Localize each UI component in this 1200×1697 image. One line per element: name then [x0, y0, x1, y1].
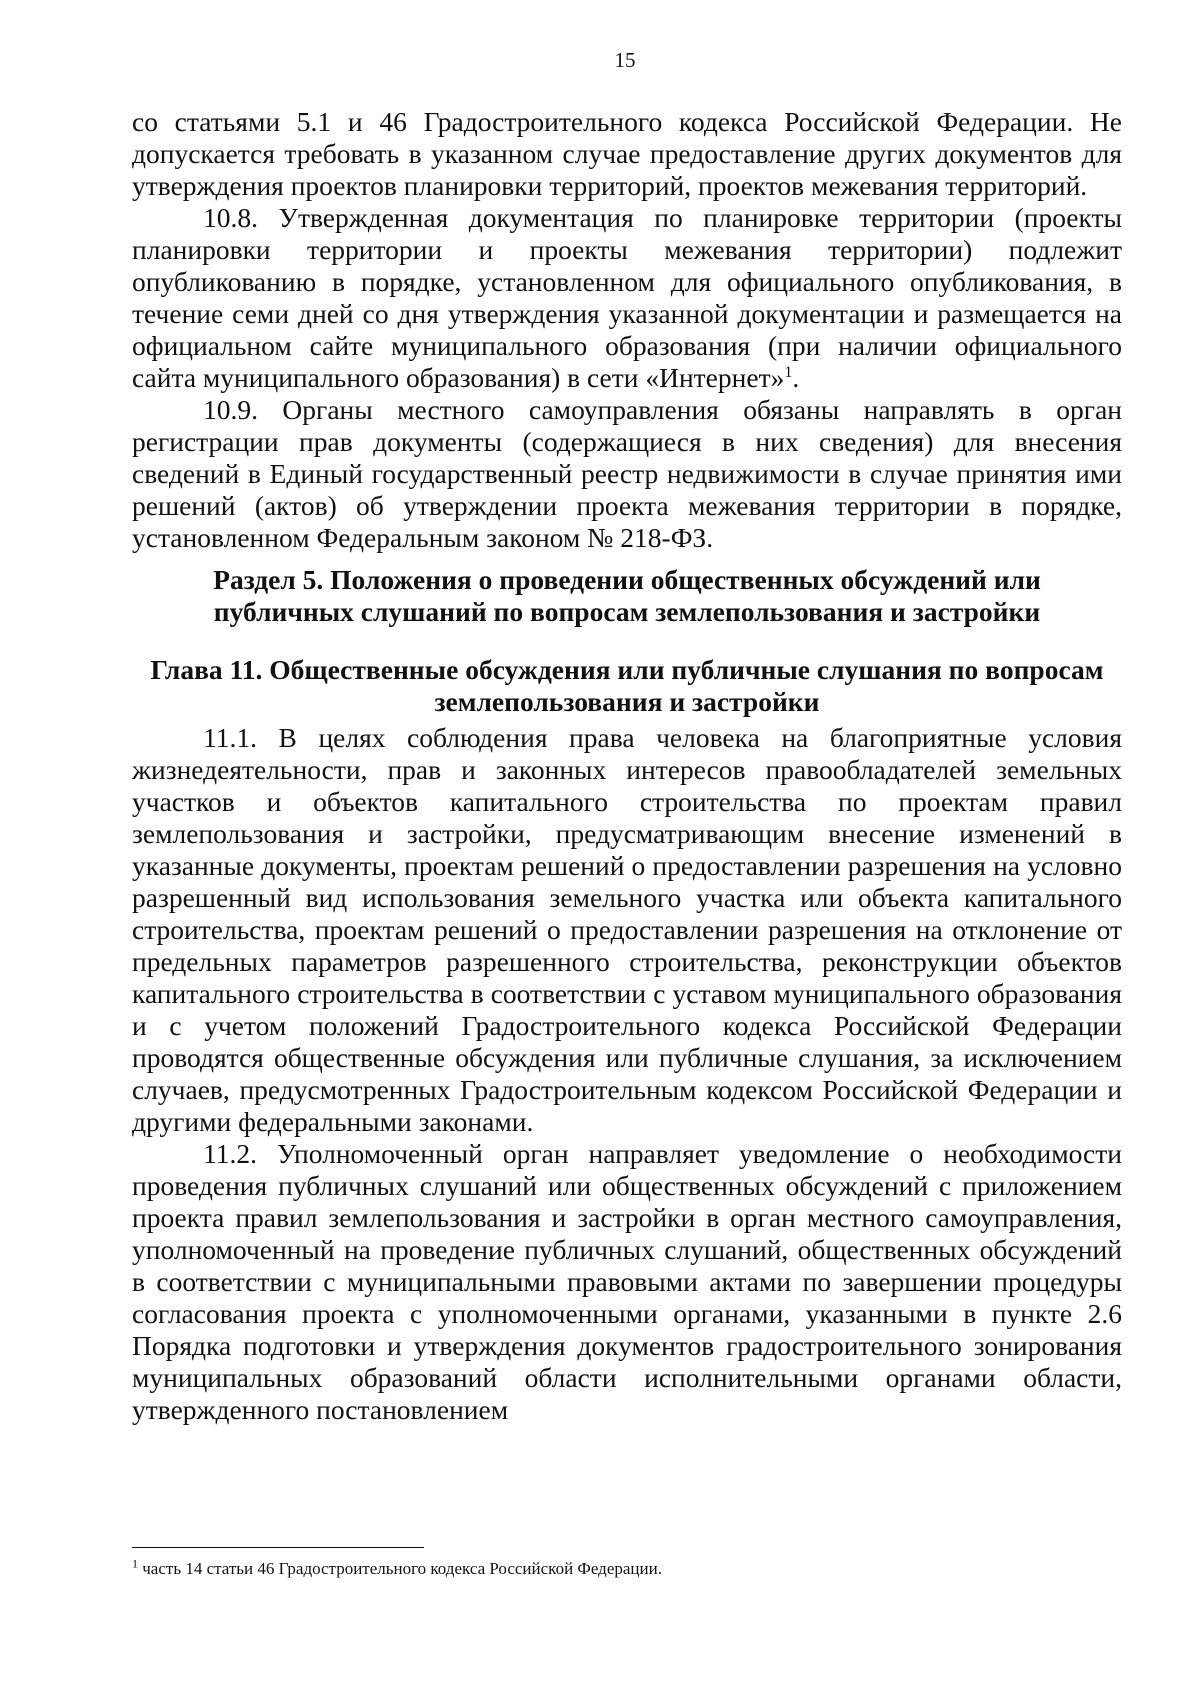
document-body: [132, 106, 1122, 1426]
footnote-text: часть 14 статьи 46 Градостроительного кодекса Российской Федерации.: [138, 1559, 662, 1578]
section-heading-line-1: Раздел 5. Положения о проведении общественных обсуждений или: [213, 564, 1041, 595]
chapter-heading-line-1: Глава 11. Общественные обсуждения или публичные слушания по вопросам: [150, 654, 1104, 685]
footnote: [132, 1558, 1122, 1580]
paragraph-10-8-end: .: [792, 362, 800, 393]
chapter-11-heading: [132, 654, 1122, 718]
paragraph-10-8: [132, 202, 1122, 394]
paragraph-10-9: 10.9. Органы местного самоуправления обязаны направлять в орган регистрации прав документы (содержащиеся в них сведения) для внесения сведений в Единый государственный реестр недвижимости в случае принятия ими решений (актов) об утверждении проекта межевания территории в порядке, установленном Федеральным законом № 218-ФЗ.: [132, 394, 1122, 553]
paragraph-11-2: 11.2. Уполномоченный орган направляет уведомление о необходимости проведения публичных слушаний или общественных обсуждений с приложением проекта правил землепользования и застройки в орган местного самоуправления, уполномоченный на проведение публичных слушаний, общественных обсуждений в соответствии с муниципальными правовыми актами по завершении процедуры согласования проекта с уполномоченными органами, указанными в пункте 2.6 Порядка подготовки и утверждения документов градостроительного зонирования муниципальных образований области исполнительными органами области, утвержденного постановлением: [132, 1138, 1122, 1425]
footnote-reference[interactable]: 1: [784, 363, 793, 381]
section-5-heading: [132, 564, 1122, 628]
page-number: 15: [614, 48, 636, 72]
paragraph-10-8-text: 10.8. Утвержденная документация по планировке территории (проекты планировки территории и проекты межевания территории) подлежит опубликованию в порядке, установленном для официального опубликования, в течение семи дней со дня утверждения указанной документации и размещается на официальном сайте муниципального образования (при наличии официального сайта муниципального образования) в сети «Интернет»: [132, 202, 1122, 393]
footnote-mark: 1: [132, 1556, 138, 1571]
section-heading-line-2: публичных слушаний по вопросам землепользования и застройки: [213, 596, 1041, 627]
footnote-separator: [132, 1547, 424, 1548]
chapter-heading-line-2: землепользования и застройки: [434, 686, 820, 717]
paragraph-continuation: со статьями 5.1 и 46 Градостроительного кодекса Российской Федерации. Не допускается требовать в указанном случае предоставление других документов для утверждения проектов планировки территорий, проектов межевания территорий.: [132, 106, 1122, 201]
paragraph-11-1: 11.1. В целях соблюдения права человека на благоприятные условия жизнедеятельности, прав и законных интересов правообладателей земельных участков и объектов капитального строительства по проектам правил землепользования и застройки, предусматривающим внесение изменений в указанные документы, проектам решений о предоставлении разрешения на условно разрешенный вид использования земельного участка или объекта капитального строительства, проектам решений о предоставлении разрешения на отклонение от предельных параметров разрешенного строительства, реконструкции объектов капитального строительства в соответствии с уставом муниципального образования и с учетом положений Градостроительного кодекса Российской Федерации проводятся общественные обсуждения или публичные слушания, за исключением случаев, предусмотренных Градостроительным кодексом Российской Федерации и другими федеральными законами.: [132, 722, 1122, 1137]
